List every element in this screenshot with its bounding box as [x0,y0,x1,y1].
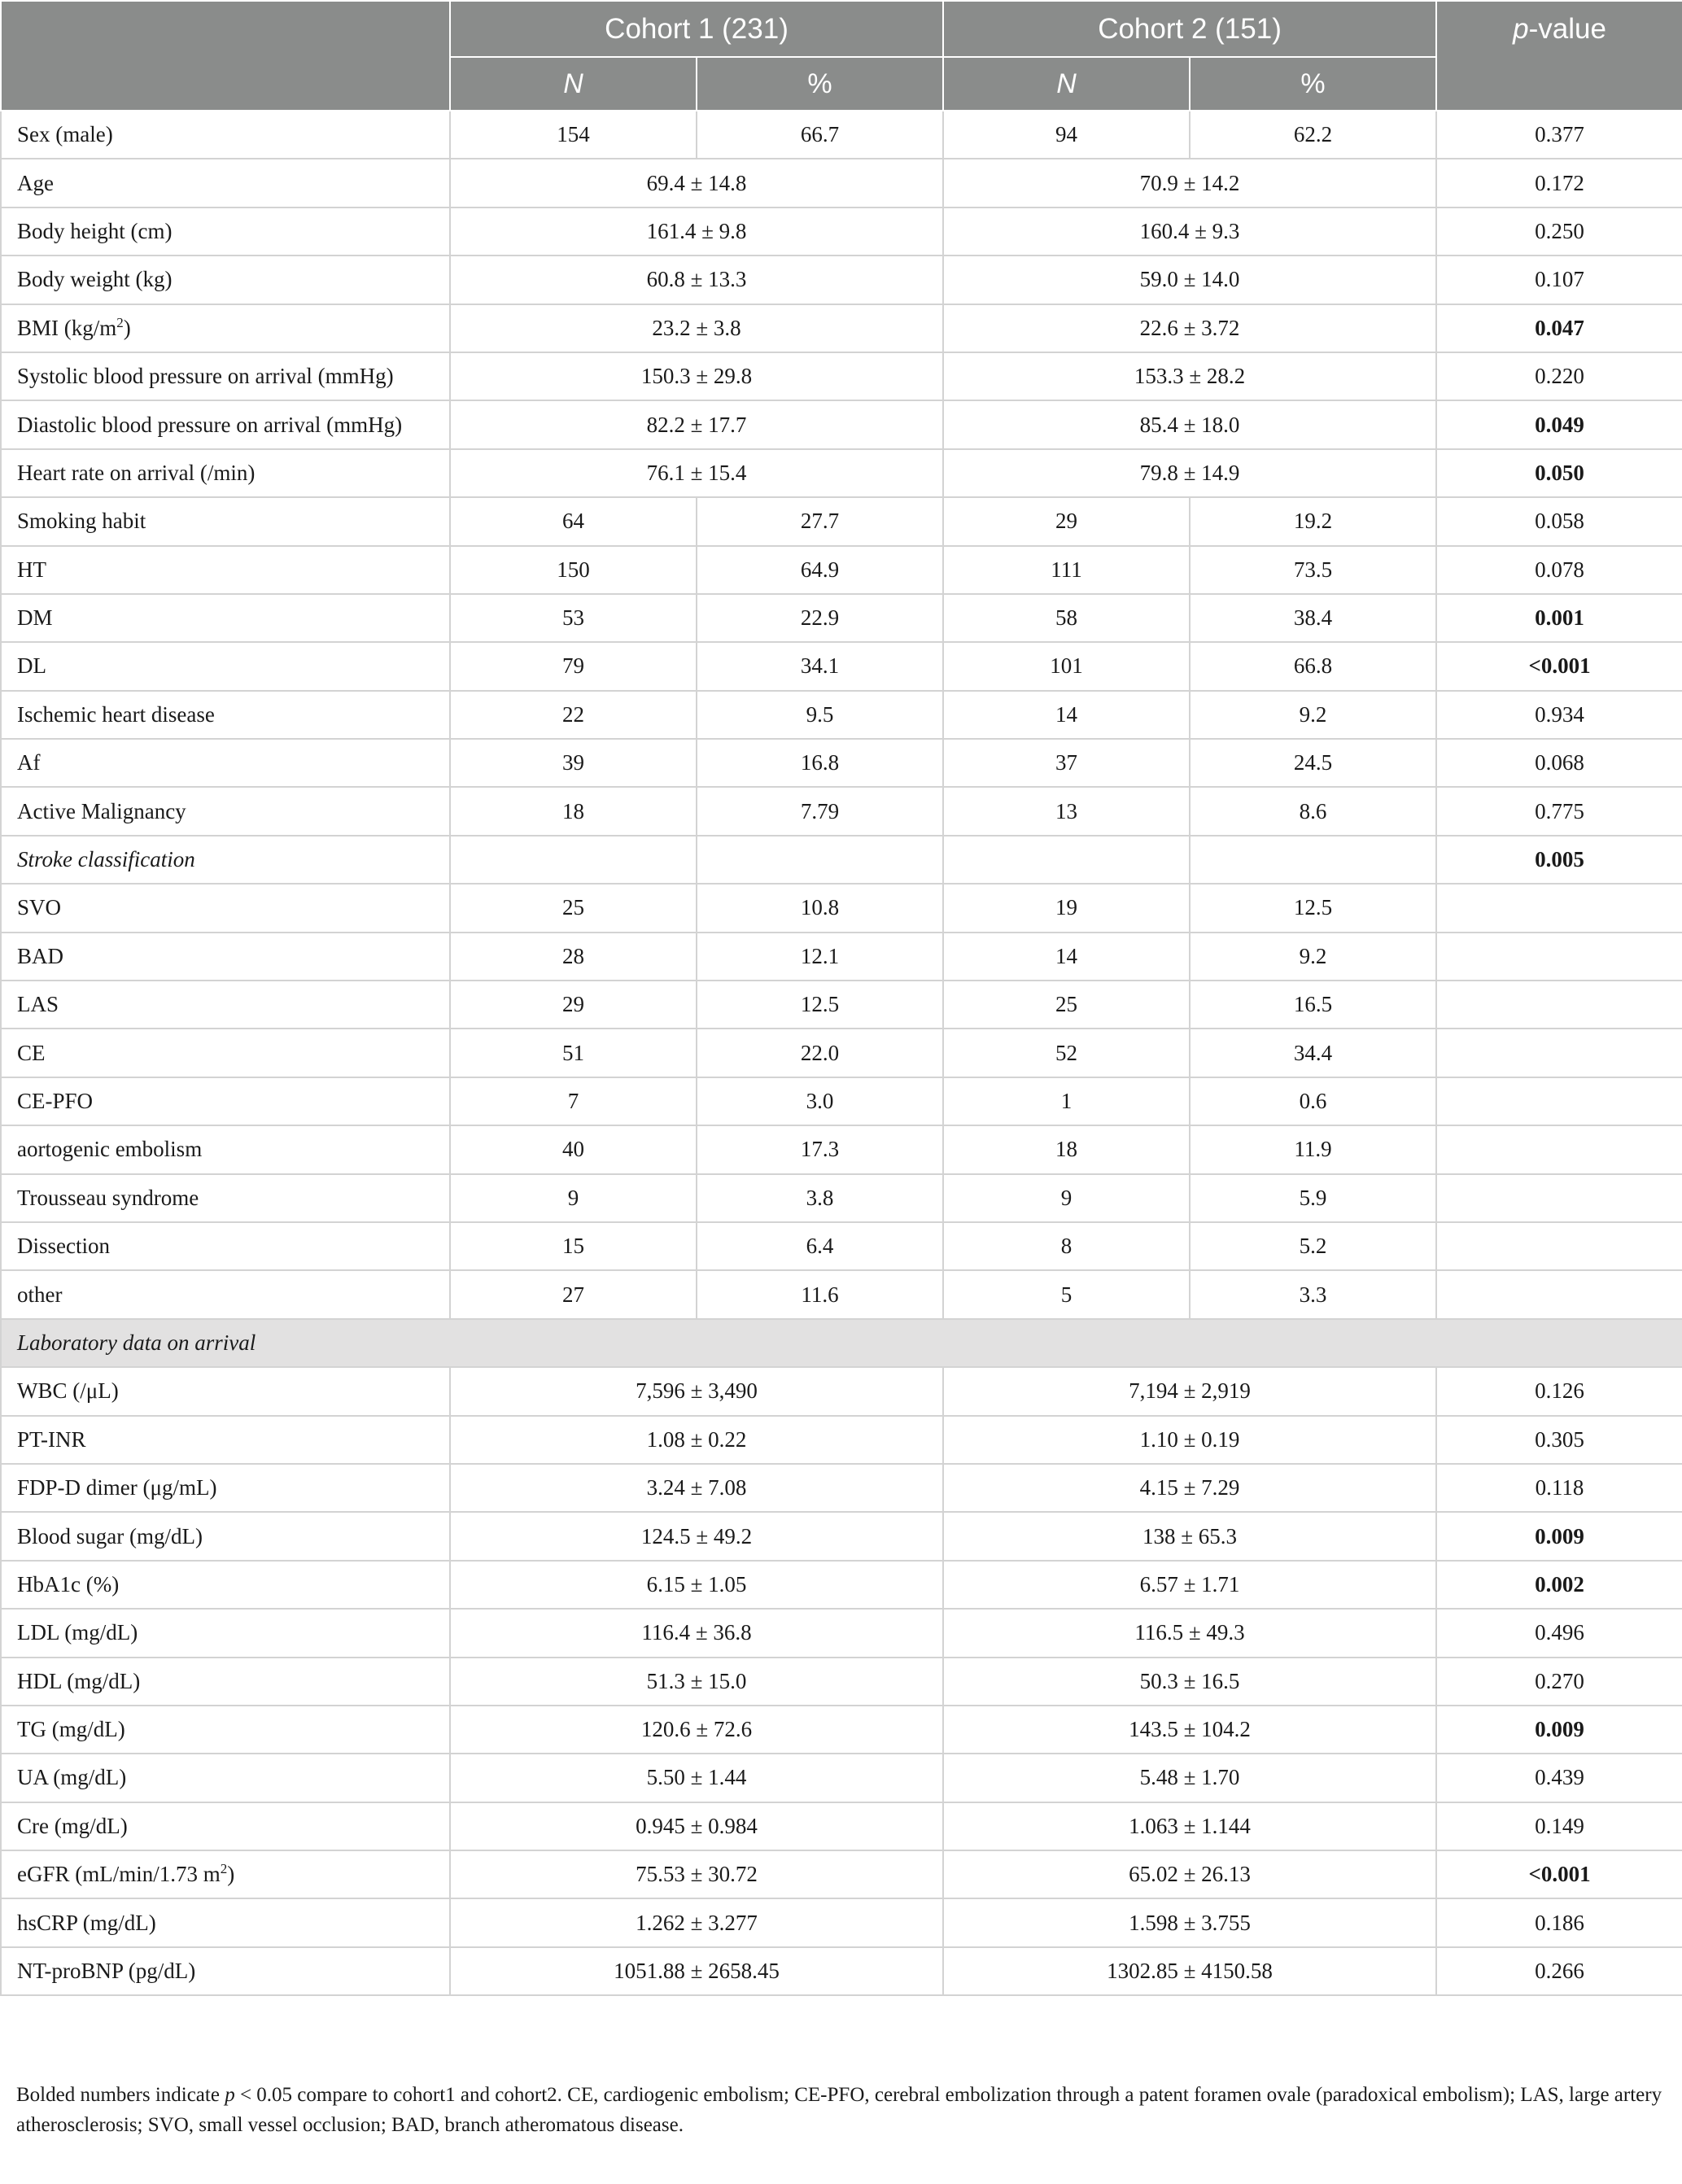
cohort1-mean-sd-cell: 23.2 ± 3.8 [450,304,943,352]
table-row [1,1658,1682,1706]
cohort2-mean-sd-cell: 50.3 ± 16.5 [943,1658,1436,1706]
cohort2-pct-cell: 3.3 [1190,1270,1436,1318]
table-body [1,111,1682,1995]
table-row [1,1561,1682,1609]
table-row [1,159,1682,207]
cohort1-mean-sd-cell: 1051.88 ± 2658.45 [450,1947,943,1995]
table-row [1,1850,1682,1898]
table-row [1,594,1682,642]
pvalue-cell [1436,1222,1682,1270]
cohort1-n-cell: 39 [450,739,697,787]
row-label [1,594,450,642]
row-label-text: BAD [17,943,64,968]
cohort2-pct-cell: 66.8 [1190,642,1436,690]
table-row [1,787,1682,835]
row-label [1,1658,450,1706]
cohort2-pct-cell: 11.9 [1190,1125,1436,1173]
row-label-text: SVO [17,895,62,920]
pvalue-cell: 0.001 [1436,594,1682,642]
cohort1-n-cell: 150 [450,546,697,594]
cohort1-mean-sd-cell: 161.4 ± 9.8 [450,207,943,256]
table-row [1,884,1682,932]
row-label [1,787,450,835]
cohort2-pct-cell: 5.9 [1190,1174,1436,1222]
cohort1-n-cell: 51 [450,1029,697,1077]
table-row [1,1947,1682,1995]
table-row [1,1029,1682,1077]
header-pvalue-rest: -value [1528,13,1606,45]
cohort2-mean-sd-cell: 70.9 ± 14.2 [943,159,1436,207]
row-label-text: Heart rate on arrival (/min) [17,460,256,485]
row-label [1,207,450,256]
cohort1-pct-cell: 9.5 [697,691,943,739]
cohort1-n-cell: 79 [450,642,697,690]
table-row [1,1416,1682,1464]
pvalue-cell: 0.934 [1436,691,1682,739]
cohort1-mean-sd-cell: 1.08 ± 0.22 [450,1416,943,1464]
row-label-text: Dissection [17,1234,110,1259]
cohort2-mean-sd-cell: 138 ± 65.3 [943,1512,1436,1560]
pvalue-cell [1436,1077,1682,1125]
cohort1-n-cell: 27 [450,1270,697,1318]
pvalue-cell: 0.496 [1436,1609,1682,1657]
cohort2-pct-cell: 19.2 [1190,497,1436,545]
cohort2-pct-cell: 24.5 [1190,739,1436,787]
row-label [1,981,450,1029]
table-row [1,352,1682,400]
row-label-text: UA (mg/dL) [17,1765,127,1790]
cohort2-pct-cell: 0.6 [1190,1077,1436,1125]
row-label-text: CE [17,1040,46,1065]
cohort1-n-cell: 29 [450,981,697,1029]
table-row [1,1898,1682,1946]
cohort1-pct-cell [697,836,943,884]
header-blank-cell [1,1,450,111]
pvalue-cell: 0.266 [1436,1947,1682,1995]
cohort1-mean-sd-cell: 60.8 ± 13.3 [450,256,943,304]
cohort1-mean-sd-cell: 82.2 ± 17.7 [450,400,943,448]
cohort2-n-cell [943,836,1190,884]
table-row [1,933,1682,981]
cohort2-n-cell: 18 [943,1125,1190,1173]
row-label [1,111,450,159]
header-cohort2-n: N [943,57,1190,111]
cohort2-mean-sd-cell: 59.0 ± 14.0 [943,256,1436,304]
header-cohort2-pct: % [1190,57,1436,111]
row-label [1,1850,450,1898]
cohort1-n-cell: 9 [450,1174,697,1222]
row-label-text: NT-proBNP (pg/dL) [17,1959,196,1984]
row-label-text: Diastolic blood pressure on arrival (mmHg) [17,412,403,437]
footnote-text-start: Bolded numbers indicate [16,2084,225,2106]
row-label [1,1125,450,1173]
row-label-text: LDL (mg/dL) [17,1620,138,1645]
cohort1-n-cell: 40 [450,1125,697,1173]
pvalue-cell: 0.107 [1436,256,1682,304]
pvalue-cell [1436,981,1682,1029]
cohort1-n-cell: 18 [450,787,697,835]
row-label [1,1174,450,1222]
cohort2-mean-sd-cell: 160.4 ± 9.3 [943,207,1436,256]
cohort2-mean-sd-cell: 4.15 ± 7.29 [943,1464,1436,1512]
cohort1-pct-cell: 12.1 [697,933,943,981]
cohort2-mean-sd-cell: 143.5 ± 104.2 [943,1706,1436,1754]
table-row [1,207,1682,256]
pvalue-cell: 0.068 [1436,739,1682,787]
row-label-text: TG (mg/dL) [17,1717,125,1742]
cohort1-n-cell [450,836,697,884]
footnote-text-rest: < 0.05 compare to cohort1 and cohort2. CE, cardiogenic embolism; CE-PFO, cerebral embolization through a patent foramen ovale (paradoxical embolism); LAS, large artery atherosclerosis; SVO, small vessel occlusion; BAD, branch atheromatous disease. [16,2084,1662,2136]
cohort2-pct-cell: 8.6 [1190,787,1436,835]
cohort1-mean-sd-cell: 0.945 ± 0.984 [450,1802,943,1850]
cohort1-mean-sd-cell: 76.1 ± 15.4 [450,449,943,497]
pvalue-cell: 0.439 [1436,1754,1682,1802]
row-label [1,546,450,594]
cohort1-n-cell: 15 [450,1222,697,1270]
cohort2-pct-cell: 62.2 [1190,111,1436,159]
cohort1-pct-cell: 3.0 [697,1077,943,1125]
table-row [1,256,1682,304]
cohort1-pct-cell: 27.7 [697,497,943,545]
row-label-text: hsCRP (mg/dL) [17,1910,156,1935]
header-pvalue-p: p [1513,13,1529,45]
row-label-text: eGFR (mL/min/1.73 m [17,1862,221,1887]
row-label-text: other [17,1282,63,1307]
pvalue-cell: 0.126 [1436,1367,1682,1415]
cohort1-mean-sd-cell: 51.3 ± 15.0 [450,1658,943,1706]
cohort1-mean-sd-cell: 116.4 ± 36.8 [450,1609,943,1657]
cohort2-n-cell: 58 [943,594,1190,642]
row-label-text: Ischemic heart disease [17,701,215,727]
cohort2-n-cell: 19 [943,884,1190,932]
row-label-text: Age [17,170,54,195]
row-label-text-end: ) [123,315,131,340]
cohort1-mean-sd-cell: 120.6 ± 72.6 [450,1706,943,1754]
table-row [1,449,1682,497]
cohort2-pct-cell: 73.5 [1190,546,1436,594]
table-row [1,497,1682,545]
cohort1-pct-cell: 11.6 [697,1270,943,1318]
table-row [1,642,1682,690]
row-label-text: HbA1c (%) [17,1571,120,1597]
row-label [1,497,450,545]
pvalue-cell [1436,1270,1682,1318]
row-label-text: LAS [17,992,59,1017]
pvalue-cell: 0.172 [1436,159,1682,207]
row-label [1,933,450,981]
cohort2-mean-sd-cell: 85.4 ± 18.0 [943,400,1436,448]
pvalue-cell [1436,1029,1682,1077]
row-label [1,400,450,448]
row-label [1,1416,450,1464]
section-label: Laboratory data on arrival [1,1319,1682,1367]
table-row [1,546,1682,594]
header-cohort1-pct: % [697,57,943,111]
row-label [1,1802,450,1850]
cohort1-pct-cell: 6.4 [697,1222,943,1270]
cohort1-pct-cell: 34.1 [697,642,943,690]
row-label [1,352,450,400]
pvalue-cell: 0.149 [1436,1802,1682,1850]
row-label-text: HDL (mg/dL) [17,1668,141,1693]
cohort1-mean-sd-cell: 7,596 ± 3,490 [450,1367,943,1415]
row-label [1,642,450,690]
cohort1-pct-cell: 17.3 [697,1125,943,1173]
cohort2-n-cell: 8 [943,1222,1190,1270]
cohort2-pct-cell: 12.5 [1190,884,1436,932]
table-row [1,400,1682,448]
cohort2-n-cell: 29 [943,497,1190,545]
table-row [1,304,1682,352]
cohort2-pct-cell: 34.4 [1190,1029,1436,1077]
header-cohort1-n: N [450,57,697,111]
row-label [1,1464,450,1512]
row-label-text: Stroke classification [17,847,195,872]
table-row [1,1270,1682,1318]
row-label-text: BMI (kg/m [17,315,117,340]
cohort2-n-cell: 5 [943,1270,1190,1318]
cohort2-pct-cell: 9.2 [1190,691,1436,739]
row-label-text: Af [17,750,41,775]
row-label [1,256,450,304]
row-label [1,884,450,932]
row-label-text: Cre (mg/dL) [17,1813,128,1838]
row-label-text: FDP-D dimer (μg/mL) [17,1475,217,1500]
cohort1-mean-sd-cell: 3.24 ± 7.08 [450,1464,943,1512]
cohort1-n-cell: 22 [450,691,697,739]
cohort2-n-cell: 9 [943,1174,1190,1222]
row-label [1,1077,450,1125]
cohort2-mean-sd-cell: 7,194 ± 2,919 [943,1367,1436,1415]
pvalue-cell: 0.220 [1436,352,1682,400]
row-label-text: PT-INR [17,1426,86,1452]
pvalue-cell: 0.186 [1436,1898,1682,1946]
row-label-text: WBC (/μL) [17,1378,119,1404]
header-row-groups [1,1,1682,57]
cohort1-pct-cell: 66.7 [697,111,943,159]
table-row [1,1125,1682,1173]
cohort1-mean-sd-cell: 1.262 ± 3.277 [450,1898,943,1946]
cohort2-n-cell: 14 [943,933,1190,981]
pvalue-cell: 0.002 [1436,1561,1682,1609]
row-label-text: Blood sugar (mg/dL) [17,1523,203,1548]
cohort1-n-cell: 154 [450,111,697,159]
row-label [1,449,450,497]
cohort2-pct-cell: 38.4 [1190,594,1436,642]
row-label [1,1561,450,1609]
table-row [1,691,1682,739]
footnote-p-symbol: p [225,2084,235,2106]
row-label [1,836,450,884]
pvalue-cell [1436,884,1682,932]
pvalue-cell: 0.049 [1436,400,1682,448]
pvalue-cell: <0.001 [1436,642,1682,690]
table-row [1,981,1682,1029]
section-row [1,1319,1682,1367]
cohort1-pct-cell: 12.5 [697,981,943,1029]
table-row [1,1754,1682,1802]
row-label-text: Body weight (kg) [17,267,173,292]
cohort1-pct-cell: 3.8 [697,1174,943,1222]
table-row [1,1174,1682,1222]
row-label [1,1270,450,1318]
cohort2-mean-sd-cell: 5.48 ± 1.70 [943,1754,1436,1802]
table-row [1,1222,1682,1270]
cohort2-mean-sd-cell: 6.57 ± 1.71 [943,1561,1436,1609]
row-label [1,1222,450,1270]
cohort1-pct-cell: 64.9 [697,546,943,594]
pvalue-cell: 0.078 [1436,546,1682,594]
table-row [1,1512,1682,1560]
row-label [1,1898,450,1946]
table-row [1,1464,1682,1512]
cohort1-mean-sd-cell: 5.50 ± 1.44 [450,1754,943,1802]
table-header [1,1,1682,111]
cohort2-n-cell: 25 [943,981,1190,1029]
pvalue-cell: 0.009 [1436,1512,1682,1560]
cohort1-pct-cell: 16.8 [697,739,943,787]
row-label [1,159,450,207]
cohort2-n-cell: 52 [943,1029,1190,1077]
cohort1-mean-sd-cell: 69.4 ± 14.8 [450,159,943,207]
table-row [1,111,1682,159]
pvalue-cell [1436,1125,1682,1173]
table-row [1,1802,1682,1850]
table-row [1,836,1682,884]
cohort2-pct-cell: 9.2 [1190,933,1436,981]
cohort2-mean-sd-cell: 65.02 ± 26.13 [943,1850,1436,1898]
cohort2-mean-sd-cell: 22.6 ± 3.72 [943,304,1436,352]
row-label-text: CE-PFO [17,1089,94,1113]
table-row [1,1706,1682,1754]
cohort2-n-cell: 14 [943,691,1190,739]
pvalue-cell: 0.305 [1436,1416,1682,1464]
pvalue-cell: 0.050 [1436,449,1682,497]
row-label-text: DM [17,605,53,631]
row-label-text: Smoking habit [17,509,146,534]
pvalue-cell: 0.377 [1436,111,1682,159]
cohort2-mean-sd-cell: 1.598 ± 3.755 [943,1898,1436,1946]
pvalue-cell [1436,933,1682,981]
cohort2-mean-sd-cell: 1302.85 ± 4150.58 [943,1947,1436,1995]
pvalue-cell: 0.009 [1436,1706,1682,1754]
cohort2-mean-sd-cell: 1.063 ± 1.144 [943,1802,1436,1850]
cohort2-n-cell: 13 [943,787,1190,835]
table-row [1,1609,1682,1657]
pvalue-cell: 0.047 [1436,304,1682,352]
row-label [1,304,450,352]
row-label [1,739,450,787]
table-row [1,1077,1682,1125]
cohort1-n-cell: 7 [450,1077,697,1125]
pvalue-cell: 0.270 [1436,1658,1682,1706]
row-label-superscript: 2 [116,314,124,330]
table-footnote [16,2080,1668,2140]
cohort2-mean-sd-cell: 116.5 ± 49.3 [943,1609,1436,1657]
cohort2-n-cell: 1 [943,1077,1190,1125]
pvalue-cell: 0.250 [1436,207,1682,256]
pvalue-cell [1436,1174,1682,1222]
pvalue-cell: 0.058 [1436,497,1682,545]
header-pvalue [1436,1,1682,111]
row-label-text: Active Malignancy [17,798,186,823]
row-label-text: Body height (cm) [17,218,173,243]
pvalue-cell: 0.775 [1436,787,1682,835]
header-cohort1: Cohort 1 (231) [450,1,943,57]
cohort1-n-cell: 64 [450,497,697,545]
cohort1-mean-sd-cell: 75.53 ± 30.72 [450,1850,943,1898]
pvalue-cell: 0.118 [1436,1464,1682,1512]
row-label-text: aortogenic embolism [17,1137,203,1162]
cohort1-mean-sd-cell: 6.15 ± 1.05 [450,1561,943,1609]
cohort1-n-cell: 28 [450,933,697,981]
row-label-text: Trousseau syndrome [17,1185,199,1210]
row-label-text: Systolic blood pressure on arrival (mmHg) [17,364,394,389]
cohort1-pct-cell: 22.0 [697,1029,943,1077]
row-label [1,1706,450,1754]
row-label-text: Sex (male) [17,122,113,147]
cohort1-mean-sd-cell: 124.5 ± 49.2 [450,1512,943,1560]
cohort2-mean-sd-cell: 1.10 ± 0.19 [943,1416,1436,1464]
row-label [1,1512,450,1560]
row-label-superscript: 2 [220,1861,228,1877]
table-row [1,1367,1682,1415]
row-label-text: DL [17,653,46,679]
row-label-text-end: ) [227,1862,235,1887]
cohort2-pct-cell [1190,836,1436,884]
cohort2-pct-cell: 5.2 [1190,1222,1436,1270]
cohort1-pct-cell: 10.8 [697,884,943,932]
cohort2-mean-sd-cell: 153.3 ± 28.2 [943,352,1436,400]
cohort1-n-cell: 53 [450,594,697,642]
row-label [1,1029,450,1077]
row-label [1,1947,450,1995]
pvalue-cell: 0.005 [1436,836,1682,884]
row-label [1,1609,450,1657]
row-label [1,1754,450,1802]
cohort1-pct-cell: 7.79 [697,787,943,835]
cohort1-n-cell: 25 [450,884,697,932]
cohort2-pct-cell: 16.5 [1190,981,1436,1029]
cohort2-mean-sd-cell: 79.8 ± 14.9 [943,449,1436,497]
cohort1-pct-cell: 22.9 [697,594,943,642]
header-cohort2: Cohort 2 (151) [943,1,1436,57]
cohort2-n-cell: 101 [943,642,1190,690]
table-row [1,739,1682,787]
cohort2-n-cell: 37 [943,739,1190,787]
cohort1-mean-sd-cell: 150.3 ± 29.8 [450,352,943,400]
row-label [1,1367,450,1415]
row-label [1,691,450,739]
cohort2-n-cell: 111 [943,546,1190,594]
pvalue-cell: <0.001 [1436,1850,1682,1898]
row-label-text: HT [17,557,46,582]
cohort2-n-cell: 94 [943,111,1190,159]
